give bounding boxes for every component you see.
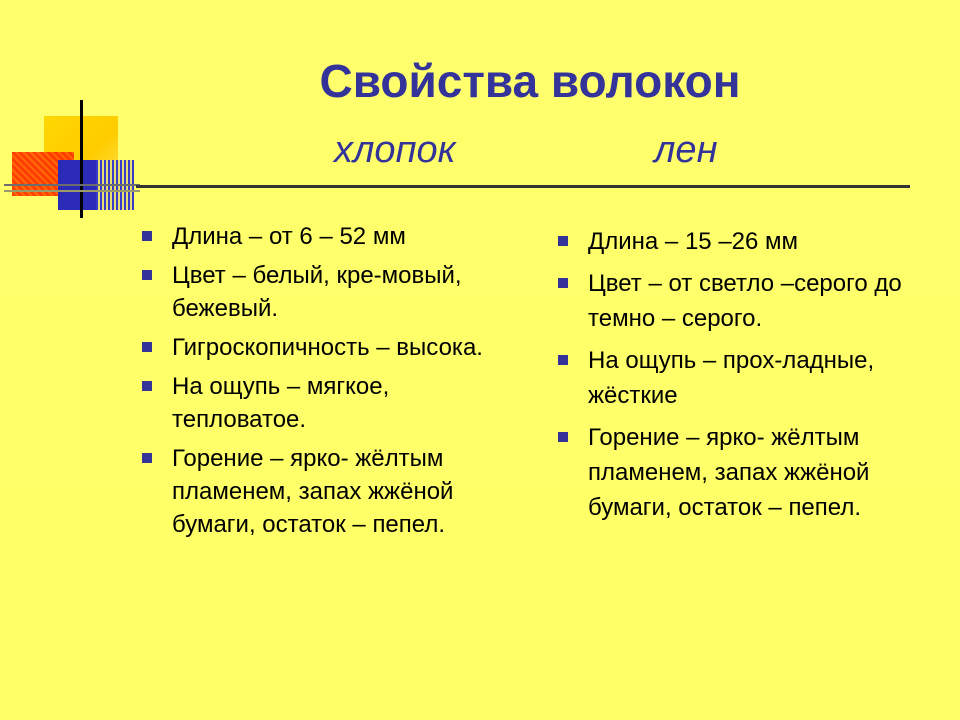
list-item [550,420,930,525]
decor-horizontal-line-shadow [4,190,140,192]
subtitle-cotton: хлопок [334,129,456,171]
title-divider [136,185,910,188]
list-item-text: На ощупь – прох-ладные, жёсткие [588,347,875,409]
list-item [134,331,504,364]
list-item-text: Гигроскопичность – высока. [172,334,483,361]
list-item [550,224,930,259]
list-item [550,266,930,336]
cotton-properties-list [134,220,504,547]
decor-horizontal-line [4,184,140,186]
decor-vertical-line [80,100,83,218]
list-item [134,259,504,325]
slide-title: Свойства волокон [319,55,741,107]
flax-properties-list [550,224,930,532]
bullet-square-icon [142,231,152,241]
bullet-square-icon [558,432,568,442]
bullet-square-icon [558,355,568,365]
list-item [134,370,504,436]
bullet-square-icon [142,453,152,463]
bullet-square-icon [142,342,152,352]
bullet-square-icon [558,236,568,246]
list-item [134,442,504,541]
list-item [134,220,504,253]
list-item-text: Цвет – от светло –серого до темно – серого. [588,270,902,332]
bullet-square-icon [142,381,152,391]
bullet-square-icon [558,278,568,288]
list-item-text: Горение – ярко- жёлтым пламенем, запах жжёной бумаги, остаток – пепел. [588,424,870,521]
bullet-square-icon [142,270,152,280]
list-item-text: Длина – от 6 – 52 мм [172,223,406,250]
list-item-text: Длина – 15 –26 мм [588,228,799,255]
subtitle-flax: лен [654,129,718,171]
list-item-text: Цвет – белый, кре-мовый, бежевый. [172,262,462,322]
decorative-squares [0,0,140,220]
list-item-text: Горение – ярко- жёлтым пламенем, запах жжёной бумаги, остаток – пепел. [172,445,454,538]
list-item-text: На ощупь – мягкое, тепловатое. [172,373,390,433]
list-item [550,343,930,413]
